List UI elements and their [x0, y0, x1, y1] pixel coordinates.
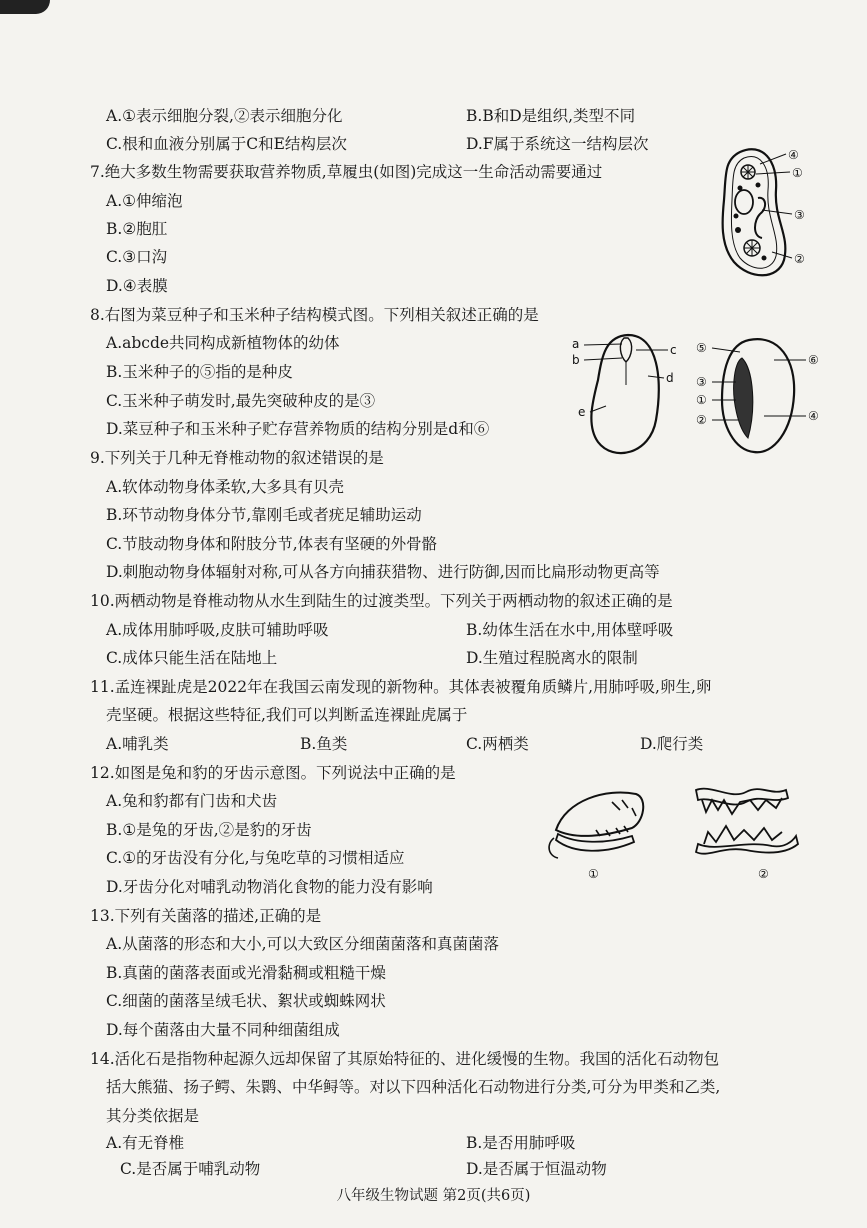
- q14-stem-line-2: 括大熊猫、扬子鳄、朱鹮、中华鲟等。对以下四种活化石动物进行分类,可分为甲类和乙类,: [106, 1078, 721, 1096]
- bean-label-e: e: [578, 405, 586, 419]
- q12-option-d: D.牙齿分化对哺乳动物消化食物的能力没有影响: [106, 878, 433, 896]
- q9-option-a: A.软体动物身体柔软,大多具有贝壳: [106, 478, 345, 496]
- bean-label-d: d: [666, 371, 674, 385]
- q14-option-b: B.是否用肺呼吸: [466, 1134, 576, 1152]
- q8-option-d: D.菜豆种子和玉米种子贮存营养物质的结构分别是d和⑥: [106, 420, 490, 438]
- q13-option-d: D.每个菌落由大量不同种细菌组成: [106, 1021, 340, 1039]
- q14-option-d: D.是否属于恒温动物: [466, 1160, 607, 1178]
- q11-stem-line-2: 壳坚硬。根据这些特征,我们可以判断孟连裸趾虎属于: [106, 706, 468, 724]
- q8-option-b: B.玉米种子的⑤指的是种皮: [106, 363, 293, 381]
- q8-option-a: A.abcde共同构成新植物体的幼体: [106, 334, 340, 352]
- page-footer: 八年级生物试题 第2页(共6页): [336, 1188, 531, 1204]
- corn-label-2: ②: [696, 413, 707, 427]
- q11-stem-line-1: 11.孟连裸趾虎是2022年在我国云南发现的新物种。其体表被覆角质鳞片,用肺呼吸,卵生,卵: [90, 678, 712, 696]
- q14-stem-line-1: 14.活化石是指物种起源久远却保留了其原始特征的、进化缓慢的生物。我国的活化石动物包: [90, 1050, 720, 1068]
- q12-option-a: A.兔和豹都有门齿和犬齿: [106, 792, 278, 810]
- q6-option-c: C.根和血液分别属于C和E结构层次: [106, 135, 347, 153]
- teeth-label-2: ②: [758, 867, 769, 881]
- q9-option-c: C.节肢动物身体和附肢分节,体表有坚硬的外骨骼: [106, 535, 438, 553]
- corn-seed-figure: [694, 330, 844, 465]
- bean-label-b: b: [572, 353, 580, 367]
- q10-option-d: D.生殖过程脱离水的限制: [466, 649, 638, 667]
- q14-option-c: C.是否属于哺乳动物: [120, 1160, 261, 1178]
- q14-stem-line-3: 其分类依据是: [106, 1107, 200, 1125]
- paramecium-label-3: ③: [794, 208, 805, 222]
- corn-label-5: ⑤: [696, 341, 707, 355]
- q11-option-b: B.鱼类: [300, 735, 348, 753]
- q13-stem: 13.下列有关菌落的描述,正确的是: [90, 907, 322, 925]
- bean-seed-figure: [568, 330, 688, 465]
- q13-option-b: B.真菌的菌落表面或光滑黏稠或粗糙干燥: [106, 964, 386, 982]
- q6-option-a: A.①表示细胞分裂,②表示细胞分化: [106, 107, 343, 125]
- teeth-figure: [536, 770, 846, 885]
- q11-option-d: D.爬行类: [640, 735, 704, 753]
- corn-label-3: ③: [696, 375, 707, 389]
- q12-option-c: C.①的牙齿没有分化,与兔吃草的习惯相适应: [106, 849, 405, 867]
- q12-stem: 12.如图是兔和豹的牙齿示意图。下列说法中正确的是: [90, 764, 456, 782]
- q10-option-c: C.成体只能生活在陆地上: [106, 649, 278, 667]
- bean-label-c: c: [670, 343, 677, 357]
- q13-option-a: A.从菌落的形态和大小,可以大致区分细菌菌落和真菌菌落: [106, 935, 500, 953]
- paramecium-label-4: ④: [788, 148, 799, 162]
- q11-option-c: C.两栖类: [466, 735, 529, 753]
- paramecium-label-2: ②: [794, 252, 805, 266]
- q7-option-c: C.③口沟: [106, 248, 168, 266]
- q13-option-c: C.细菌的菌落呈绒毛状、絮状或蜘蛛网状: [106, 992, 386, 1010]
- q7-option-a: A.①伸缩泡: [106, 192, 183, 210]
- teeth-label-1: ①: [588, 867, 599, 881]
- corn-label-6: ⑥: [808, 353, 819, 367]
- q7-option-b: B.②胞肛: [106, 220, 168, 238]
- q8-option-c: C.玉米种子萌发时,最先突破种皮的是③: [106, 392, 376, 410]
- q10-option-a: A.成体用肺呼吸,皮肤可辅助呼吸: [106, 621, 329, 639]
- bean-label-a: a: [572, 337, 580, 351]
- paramecium-figure: [700, 140, 840, 285]
- paramecium-label-1: ①: [792, 166, 803, 180]
- q9-option-b: B.环节动物身体分节,靠刚毛或者疣足辅助运动: [106, 506, 422, 524]
- q11-option-a: A.哺乳类: [106, 735, 169, 753]
- q8-stem: 8.右图为菜豆种子和玉米种子结构模式图。下列相关叙述正确的是: [90, 306, 539, 324]
- q9-option-d: D.刺胞动物身体辐射对称,可从各方向捕获猎物、进行防御,因而比扁形动物更高等: [106, 563, 660, 581]
- corn-label-4: ④: [808, 409, 819, 423]
- q6-option-b: B.B和D是组织,类型不同: [466, 107, 636, 125]
- q7-option-d: D.④表膜: [106, 277, 168, 295]
- q12-option-b: B.①是兔的牙齿,②是豹的牙齿: [106, 821, 312, 839]
- q10-option-b: B.幼体生活在水中,用体壁呼吸: [466, 621, 674, 639]
- scan-corner-mark: [0, 0, 50, 14]
- q9-stem: 9.下列关于几种无脊椎动物的叙述错误的是: [90, 449, 384, 467]
- corn-label-1: ①: [696, 393, 707, 407]
- q7-stem: 7.绝大多数生物需要获取营养物质,草履虫(如图)完成这一生命活动需要通过: [90, 163, 603, 181]
- q10-stem: 10.两栖动物是脊椎动物从水生到陆生的过渡类型。下列关于两栖动物的叙述正确的是: [90, 592, 673, 610]
- q14-option-a: A.有无脊椎: [106, 1134, 185, 1152]
- q6-option-d: D.F属于系统这一结构层次: [466, 135, 649, 153]
